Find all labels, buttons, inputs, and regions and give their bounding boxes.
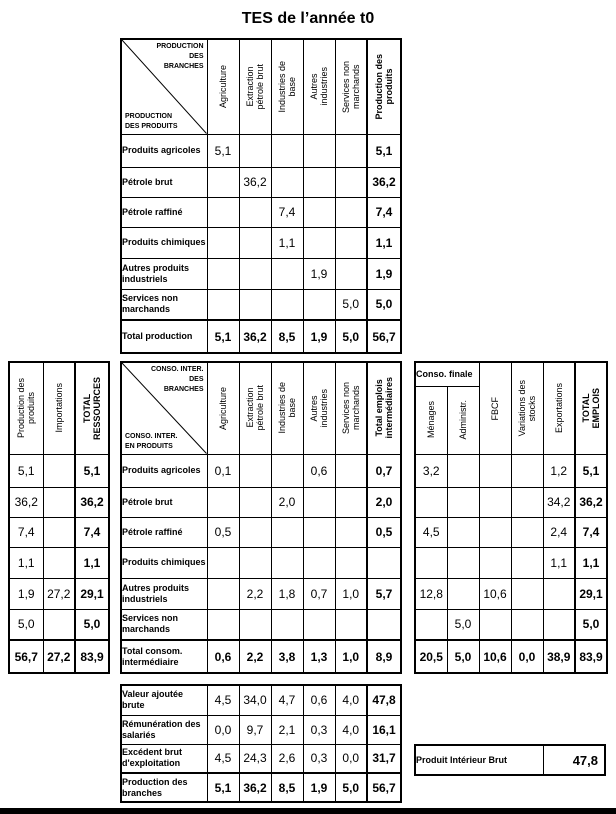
va-cell: 5,1 bbox=[207, 773, 239, 802]
conso-finale-header: Conso. finale bbox=[415, 362, 479, 386]
ci-cell: 2,2 bbox=[239, 640, 271, 673]
final-cell bbox=[511, 487, 543, 517]
ci-col-header-text: Autres industries bbox=[309, 388, 329, 428]
production-cell: 1,9 bbox=[303, 320, 335, 353]
ci-row-label: Total consom. intermédiaire bbox=[121, 640, 207, 673]
production-col-header-text: Services non marchands bbox=[340, 60, 361, 113]
production-row-label: Autres produits industriels bbox=[121, 258, 207, 289]
ci-cell bbox=[335, 547, 367, 578]
va-cell: 0,0 bbox=[335, 744, 367, 773]
va-cell: 2,6 bbox=[271, 744, 303, 773]
va-cell: 4,7 bbox=[271, 685, 303, 715]
final-cell: 5,0 bbox=[575, 609, 607, 640]
value-added-table bbox=[120, 684, 402, 803]
production-col-header-text: Autres industries bbox=[309, 67, 329, 107]
resources-cell: 1,9 bbox=[9, 578, 43, 609]
page-title: TES de l’année t0 bbox=[241, 10, 375, 27]
ci-col-header-text: Services non marchands bbox=[340, 382, 361, 435]
production-cell: 36,2 bbox=[367, 167, 401, 197]
final-col-header bbox=[447, 386, 479, 454]
production-cell bbox=[303, 134, 335, 167]
final-col-header bbox=[543, 362, 575, 454]
va-row-label: Rémunération des salariés bbox=[121, 715, 207, 744]
ci-cell bbox=[335, 454, 367, 487]
ci-cell bbox=[303, 547, 335, 578]
final-cell: 20,5 bbox=[415, 640, 447, 673]
final-cell: 38,9 bbox=[543, 640, 575, 673]
final-cell bbox=[511, 609, 543, 640]
va-cell: 56,7 bbox=[367, 773, 401, 802]
production-corner-bottom: PRODUCTION DES PRODUITS bbox=[125, 112, 178, 130]
final-cell: 7,4 bbox=[575, 517, 607, 547]
final-cell: 1,1 bbox=[543, 547, 575, 578]
production-cell bbox=[207, 289, 239, 320]
resources-col-header bbox=[75, 362, 109, 454]
final-cell: 3,2 bbox=[415, 454, 447, 487]
ci-cell: 0,5 bbox=[367, 517, 401, 547]
va-cell: 16,1 bbox=[367, 715, 401, 744]
resources-col-header-text: Production des produits bbox=[16, 378, 37, 439]
ci-col-header bbox=[239, 362, 271, 454]
resources-cell: 83,9 bbox=[75, 640, 109, 673]
resources-cell: 5,0 bbox=[75, 609, 109, 640]
va-cell: 34,0 bbox=[239, 685, 271, 715]
final-cell: 10,6 bbox=[479, 640, 511, 673]
final-cell bbox=[479, 547, 511, 578]
resources-cell: 1,1 bbox=[75, 547, 109, 578]
ci-cell bbox=[335, 609, 367, 640]
ci-cell: 1,8 bbox=[271, 578, 303, 609]
ci-cell: 8,9 bbox=[367, 640, 401, 673]
va-cell: 5,0 bbox=[335, 773, 367, 802]
ci-cell: 0,6 bbox=[303, 454, 335, 487]
production-cell: 56,7 bbox=[367, 320, 401, 353]
ci-col-header bbox=[303, 362, 335, 454]
final-cell: 2,4 bbox=[543, 517, 575, 547]
final-cell bbox=[447, 578, 479, 609]
production-row-label: Services non marchands bbox=[121, 289, 207, 320]
ci-row-label: Services non marchands bbox=[121, 609, 207, 640]
production-cell: 1,1 bbox=[367, 227, 401, 258]
final-cell: 29,1 bbox=[575, 578, 607, 609]
ci-cell: 3,8 bbox=[271, 640, 303, 673]
resources-cell bbox=[43, 609, 75, 640]
final-col-header-text: TOTAL EMPLOIS bbox=[581, 387, 601, 429]
production-cell bbox=[207, 227, 239, 258]
final-col-header-text: Exportations bbox=[553, 383, 564, 434]
va-cell: 2,1 bbox=[271, 715, 303, 744]
production-cell: 1,9 bbox=[303, 258, 335, 289]
resources-cell bbox=[43, 547, 75, 578]
final-cell: 0,0 bbox=[511, 640, 543, 673]
resources-col-header bbox=[9, 362, 43, 454]
ci-col-header bbox=[271, 362, 303, 454]
ci-cell bbox=[207, 547, 239, 578]
ci-cell: 5,7 bbox=[367, 578, 401, 609]
va-row-label: Valeur ajoutée brute bbox=[121, 685, 207, 715]
ci-cell bbox=[303, 609, 335, 640]
final-col-header-text: Ménages bbox=[426, 401, 437, 439]
ci-cell bbox=[239, 609, 271, 640]
va-cell: 8,5 bbox=[271, 773, 303, 802]
ci-cell bbox=[271, 547, 303, 578]
production-cell bbox=[335, 227, 367, 258]
resources-cell bbox=[43, 517, 75, 547]
resources-cell: 36,2 bbox=[9, 487, 43, 517]
ci-row-label: Pétrole brut bbox=[121, 487, 207, 517]
va-cell: 4,0 bbox=[335, 715, 367, 744]
production-cell bbox=[239, 258, 271, 289]
production-cell bbox=[303, 167, 335, 197]
ci-cell bbox=[207, 609, 239, 640]
pib-label: Produit Intérieur Brut bbox=[415, 745, 543, 775]
ci-cell bbox=[271, 454, 303, 487]
final-cell bbox=[511, 578, 543, 609]
final-cell bbox=[447, 517, 479, 547]
final-cell: 36,2 bbox=[575, 487, 607, 517]
production-cell: 36,2 bbox=[239, 320, 271, 353]
resources-cell: 27,2 bbox=[43, 640, 75, 673]
production-cell bbox=[303, 197, 335, 227]
production-col-header bbox=[239, 39, 271, 134]
resources-cell: 56,7 bbox=[9, 640, 43, 673]
ci-corner-bottom: CONSO. INTER. EN PRODUITS bbox=[125, 432, 178, 450]
ci-cell: 0,7 bbox=[303, 578, 335, 609]
final-col-header-text: Variations des stocks bbox=[517, 380, 537, 437]
resources-col-header bbox=[43, 362, 75, 454]
resources-col-header-text: Importations bbox=[53, 383, 64, 434]
pib-value: 47,8 bbox=[543, 745, 605, 775]
final-cell: 5,1 bbox=[575, 454, 607, 487]
va-row-label: Production des branches bbox=[121, 773, 207, 802]
final-col-header bbox=[415, 386, 447, 454]
resources-cell: 7,4 bbox=[75, 517, 109, 547]
ci-cell: 0,5 bbox=[207, 517, 239, 547]
production-row-label: Produits agricoles bbox=[121, 134, 207, 167]
va-cell: 24,3 bbox=[239, 744, 271, 773]
ci-row-label: Produits chimiques bbox=[121, 547, 207, 578]
production-cell bbox=[271, 289, 303, 320]
production-cell bbox=[207, 167, 239, 197]
production-col-header-text: Agriculture bbox=[218, 65, 228, 109]
intermediate-consumption-table bbox=[120, 361, 402, 674]
va-cell: 36,2 bbox=[239, 773, 271, 802]
ci-cell: 1,0 bbox=[335, 578, 367, 609]
ci-col-header-text: Industries de base bbox=[277, 382, 297, 435]
va-cell: 47,8 bbox=[367, 685, 401, 715]
production-cell bbox=[239, 197, 271, 227]
final-cell: 10,6 bbox=[479, 578, 511, 609]
final-cell: 5,0 bbox=[447, 640, 479, 673]
ci-cell: 2,2 bbox=[239, 578, 271, 609]
resources-cell bbox=[43, 487, 75, 517]
production-row-label: Produits chimiques bbox=[121, 227, 207, 258]
resources-cell: 1,1 bbox=[9, 547, 43, 578]
va-cell: 0,6 bbox=[303, 685, 335, 715]
ci-cell bbox=[207, 487, 239, 517]
ci-corner-header bbox=[121, 362, 207, 454]
final-cell bbox=[511, 454, 543, 487]
bottom-bar bbox=[0, 808, 616, 814]
final-cell: 83,9 bbox=[575, 640, 607, 673]
ci-row-label: Autres produits industriels bbox=[121, 578, 207, 609]
ci-cell: 2,0 bbox=[271, 487, 303, 517]
final-cell bbox=[415, 547, 447, 578]
va-cell: 4,5 bbox=[207, 744, 239, 773]
production-cell: 8,5 bbox=[271, 320, 303, 353]
production-row-label: Total production bbox=[121, 320, 207, 353]
final-cell bbox=[543, 578, 575, 609]
va-cell: 0,3 bbox=[303, 715, 335, 744]
production-cell bbox=[239, 289, 271, 320]
final-cell bbox=[447, 487, 479, 517]
production-cell: 1,1 bbox=[271, 227, 303, 258]
production-col-header bbox=[303, 39, 335, 134]
production-cell bbox=[207, 197, 239, 227]
ci-corner-top: CONSO. INTER. DES BRANCHES bbox=[150, 366, 204, 393]
ci-row-label: Pétrole raffiné bbox=[121, 517, 207, 547]
ci-cell: 2,0 bbox=[367, 487, 401, 517]
ci-cell: 0,7 bbox=[367, 454, 401, 487]
production-cell: 5,1 bbox=[207, 320, 239, 353]
final-cell bbox=[479, 609, 511, 640]
resources-cell: 5,1 bbox=[75, 454, 109, 487]
ci-col-header bbox=[207, 362, 239, 454]
production-cell bbox=[239, 134, 271, 167]
ci-col-header-text: Extraction pétrole brut bbox=[245, 385, 265, 432]
final-cell bbox=[447, 454, 479, 487]
final-cell bbox=[447, 547, 479, 578]
ci-cell bbox=[367, 609, 401, 640]
final-cell: 5,0 bbox=[447, 609, 479, 640]
ci-col-header bbox=[367, 362, 401, 454]
production-cell: 5,0 bbox=[367, 289, 401, 320]
production-cell bbox=[303, 227, 335, 258]
production-cell: 7,4 bbox=[271, 197, 303, 227]
final-col-header bbox=[479, 362, 511, 454]
final-cell bbox=[415, 609, 447, 640]
ci-cell bbox=[367, 547, 401, 578]
production-col-header bbox=[271, 39, 303, 134]
final-cell: 12,8 bbox=[415, 578, 447, 609]
final-col-header-text: Administr. bbox=[458, 400, 468, 440]
final-cell bbox=[415, 487, 447, 517]
production-cell bbox=[271, 167, 303, 197]
ci-col-header-text: Total emplois intermédiaires bbox=[374, 377, 394, 440]
production-col-header-text: Production des produits bbox=[374, 53, 394, 120]
ci-cell bbox=[303, 517, 335, 547]
va-row-label: Excédent brut d'exploitation bbox=[121, 744, 207, 773]
ci-cell bbox=[271, 609, 303, 640]
final-cell bbox=[479, 454, 511, 487]
final-cell bbox=[543, 609, 575, 640]
ci-cell bbox=[335, 517, 367, 547]
final-cell: 4,5 bbox=[415, 517, 447, 547]
production-row-label: Pétrole brut bbox=[121, 167, 207, 197]
va-cell: 0,0 bbox=[207, 715, 239, 744]
production-cell: 36,2 bbox=[239, 167, 271, 197]
production-table bbox=[120, 38, 402, 354]
production-cell: 5,1 bbox=[367, 134, 401, 167]
final-cell bbox=[511, 517, 543, 547]
ci-row-label: Produits agricoles bbox=[121, 454, 207, 487]
final-cell bbox=[511, 547, 543, 578]
final-cell: 1,1 bbox=[575, 547, 607, 578]
ci-cell: 0,1 bbox=[207, 454, 239, 487]
resources-table bbox=[8, 361, 110, 674]
resources-cell: 5,1 bbox=[9, 454, 43, 487]
ci-col-header-text: Agriculture bbox=[218, 386, 228, 430]
ci-cell: 1,3 bbox=[303, 640, 335, 673]
production-col-header-text: Extraction pétrole brut bbox=[245, 63, 265, 110]
final-uses-table bbox=[414, 361, 608, 674]
production-col-header-text: Industries de base bbox=[277, 60, 297, 113]
production-cell bbox=[207, 258, 239, 289]
ci-cell bbox=[335, 487, 367, 517]
production-corner-header bbox=[121, 39, 207, 134]
production-cell bbox=[239, 227, 271, 258]
ci-cell bbox=[239, 517, 271, 547]
va-cell: 1,9 bbox=[303, 773, 335, 802]
resources-cell: 36,2 bbox=[75, 487, 109, 517]
production-cell: 1,9 bbox=[367, 258, 401, 289]
production-corner-top: PRODUCTION DES BRANCHES bbox=[156, 43, 204, 70]
production-col-header bbox=[367, 39, 401, 134]
ci-cell bbox=[207, 578, 239, 609]
production-cell bbox=[335, 197, 367, 227]
ci-cell: 0,6 bbox=[207, 640, 239, 673]
final-col-header-text: FBCF bbox=[490, 396, 500, 420]
production-cell bbox=[335, 167, 367, 197]
production-col-header bbox=[335, 39, 367, 134]
production-cell bbox=[271, 258, 303, 289]
production-col-header bbox=[207, 39, 239, 134]
va-cell: 0,3 bbox=[303, 744, 335, 773]
ci-cell: 1,0 bbox=[335, 640, 367, 673]
ci-col-header bbox=[335, 362, 367, 454]
va-cell: 9,7 bbox=[239, 715, 271, 744]
production-cell: 7,4 bbox=[367, 197, 401, 227]
ci-cell bbox=[303, 487, 335, 517]
va-cell: 4,0 bbox=[335, 685, 367, 715]
resources-cell: 5,0 bbox=[9, 609, 43, 640]
production-row-label: Pétrole raffiné bbox=[121, 197, 207, 227]
final-col-header bbox=[575, 362, 607, 454]
production-cell bbox=[335, 134, 367, 167]
production-cell bbox=[271, 134, 303, 167]
resources-cell bbox=[43, 454, 75, 487]
resources-cell: 27,2 bbox=[43, 578, 75, 609]
final-col-header bbox=[511, 362, 543, 454]
final-cell bbox=[479, 487, 511, 517]
production-cell: 5,0 bbox=[335, 320, 367, 353]
pib-box bbox=[414, 744, 606, 776]
resources-cell: 7,4 bbox=[9, 517, 43, 547]
final-cell: 34,2 bbox=[543, 487, 575, 517]
ci-cell bbox=[239, 487, 271, 517]
production-cell: 5,0 bbox=[335, 289, 367, 320]
final-cell bbox=[479, 517, 511, 547]
resources-col-header-text: TOTAL RESSOURCES bbox=[82, 376, 102, 440]
production-cell bbox=[335, 258, 367, 289]
production-cell bbox=[303, 289, 335, 320]
va-cell: 4,5 bbox=[207, 685, 239, 715]
production-cell: 5,1 bbox=[207, 134, 239, 167]
ci-cell bbox=[271, 517, 303, 547]
ci-cell bbox=[239, 454, 271, 487]
va-cell: 31,7 bbox=[367, 744, 401, 773]
resources-cell: 29,1 bbox=[75, 578, 109, 609]
ci-cell bbox=[239, 547, 271, 578]
final-cell: 1,2 bbox=[543, 454, 575, 487]
